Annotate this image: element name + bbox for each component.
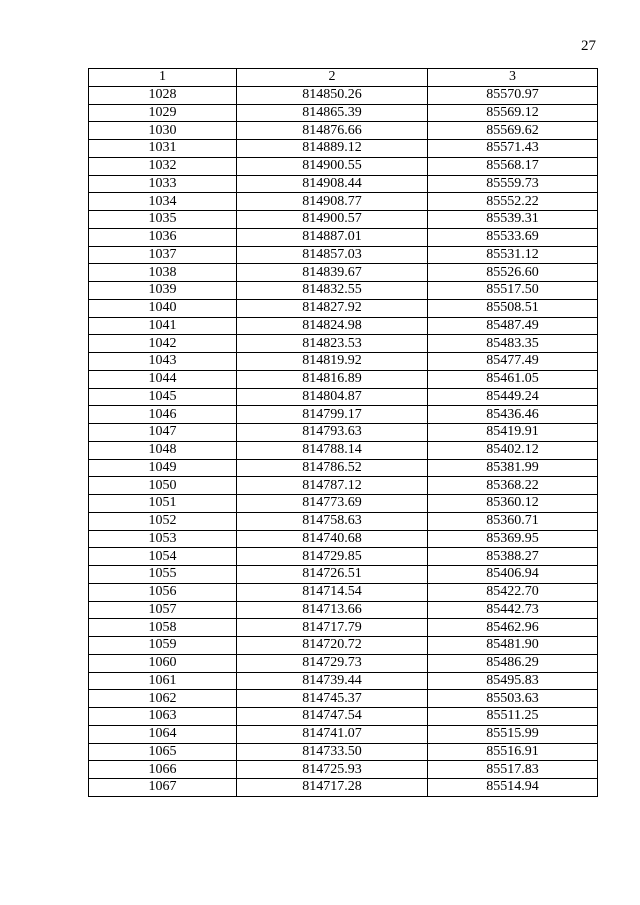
y-coordinate-cell: 85552.22	[428, 193, 598, 211]
point-number-cell: 1032	[89, 157, 237, 175]
y-coordinate-cell: 85360.12	[428, 495, 598, 513]
x-coordinate-cell: 814819.92	[237, 353, 428, 371]
y-coordinate-cell: 85442.73	[428, 601, 598, 619]
y-coordinate-cell: 85531.12	[428, 246, 598, 264]
y-coordinate-cell: 85406.94	[428, 566, 598, 584]
x-coordinate-cell: 814788.14	[237, 441, 428, 459]
x-coordinate-cell: 814900.57	[237, 211, 428, 229]
page-number: 27	[581, 38, 596, 54]
table-row	[89, 424, 598, 442]
y-coordinate-cell: 85517.50	[428, 282, 598, 300]
point-number-cell: 1036	[89, 228, 237, 246]
table-row	[89, 282, 598, 300]
table-row	[89, 299, 598, 317]
x-coordinate-cell: 814729.73	[237, 654, 428, 672]
x-coordinate-cell: 814804.87	[237, 388, 428, 406]
point-number-cell: 1041	[89, 317, 237, 335]
x-coordinate-cell: 814745.37	[237, 690, 428, 708]
point-number-cell: 1067	[89, 779, 237, 797]
table-row	[89, 317, 598, 335]
table-row	[89, 690, 598, 708]
x-coordinate-cell: 814839.67	[237, 264, 428, 282]
table-row	[89, 370, 598, 388]
y-coordinate-cell: 85571.43	[428, 140, 598, 158]
point-number-cell: 1030	[89, 122, 237, 140]
x-coordinate-cell: 814717.28	[237, 779, 428, 797]
table-row	[89, 406, 598, 424]
x-coordinate-cell: 814823.53	[237, 335, 428, 353]
x-coordinate-cell: 814908.44	[237, 175, 428, 193]
table-row	[89, 761, 598, 779]
table-row	[89, 725, 598, 743]
y-coordinate-cell: 85495.83	[428, 672, 598, 690]
table-row	[89, 743, 598, 761]
point-number-cell: 1037	[89, 246, 237, 264]
point-number-cell: 1049	[89, 459, 237, 477]
point-number-cell: 1035	[89, 211, 237, 229]
table-row	[89, 264, 598, 282]
x-coordinate-cell: 814725.93	[237, 761, 428, 779]
point-number-cell: 1038	[89, 264, 237, 282]
table-row	[89, 583, 598, 601]
point-number-cell: 1029	[89, 104, 237, 122]
point-number-cell: 1059	[89, 637, 237, 655]
point-number-cell: 1064	[89, 725, 237, 743]
header-row	[89, 69, 598, 87]
y-coordinate-cell: 85517.83	[428, 761, 598, 779]
y-coordinate-cell: 85462.96	[428, 619, 598, 637]
y-coordinate-cell: 85569.62	[428, 122, 598, 140]
x-coordinate-cell: 814733.50	[237, 743, 428, 761]
x-coordinate-cell: 814889.12	[237, 140, 428, 158]
x-coordinate-cell: 814786.52	[237, 459, 428, 477]
y-coordinate-cell: 85487.49	[428, 317, 598, 335]
column-header-3: 3	[428, 69, 598, 87]
table-row	[89, 353, 598, 371]
x-coordinate-cell: 814799.17	[237, 406, 428, 424]
x-coordinate-cell: 814787.12	[237, 477, 428, 495]
point-number-cell: 1034	[89, 193, 237, 211]
y-coordinate-cell: 85570.97	[428, 86, 598, 104]
x-coordinate-cell: 814816.89	[237, 370, 428, 388]
table-row	[89, 619, 598, 637]
y-coordinate-cell: 85516.91	[428, 743, 598, 761]
y-coordinate-cell: 85449.24	[428, 388, 598, 406]
x-coordinate-cell: 814773.69	[237, 495, 428, 513]
y-coordinate-cell: 85436.46	[428, 406, 598, 424]
x-coordinate-cell: 814713.66	[237, 601, 428, 619]
x-coordinate-cell: 814850.26	[237, 86, 428, 104]
point-number-cell: 1031	[89, 140, 237, 158]
y-coordinate-cell: 85402.12	[428, 441, 598, 459]
table-row	[89, 122, 598, 140]
x-coordinate-cell: 814865.39	[237, 104, 428, 122]
point-number-cell: 1066	[89, 761, 237, 779]
x-coordinate-cell: 814857.03	[237, 246, 428, 264]
column-header-1: 1	[89, 69, 237, 87]
y-coordinate-cell: 85422.70	[428, 583, 598, 601]
y-coordinate-cell: 85511.25	[428, 708, 598, 726]
table-row	[89, 672, 598, 690]
table-row	[89, 548, 598, 566]
table-row	[89, 246, 598, 264]
point-number-cell: 1060	[89, 654, 237, 672]
y-coordinate-cell: 85539.31	[428, 211, 598, 229]
table-row	[89, 495, 598, 513]
table-row	[89, 228, 598, 246]
y-coordinate-cell: 85360.71	[428, 512, 598, 530]
point-number-cell: 1050	[89, 477, 237, 495]
y-coordinate-cell: 85419.91	[428, 424, 598, 442]
point-number-cell: 1042	[89, 335, 237, 353]
y-coordinate-cell: 85526.60	[428, 264, 598, 282]
table-row	[89, 193, 598, 211]
point-number-cell: 1065	[89, 743, 237, 761]
y-coordinate-cell: 85503.63	[428, 690, 598, 708]
x-coordinate-cell: 814729.85	[237, 548, 428, 566]
table-row	[89, 601, 598, 619]
table-row	[89, 779, 598, 797]
x-coordinate-cell: 814824.98	[237, 317, 428, 335]
y-coordinate-cell: 85381.99	[428, 459, 598, 477]
table-header	[89, 69, 598, 87]
y-coordinate-cell: 85514.94	[428, 779, 598, 797]
y-coordinate-cell: 85508.51	[428, 299, 598, 317]
table-row	[89, 566, 598, 584]
point-number-cell: 1045	[89, 388, 237, 406]
y-coordinate-cell: 85481.90	[428, 637, 598, 655]
point-number-cell: 1053	[89, 530, 237, 548]
y-coordinate-cell: 85569.12	[428, 104, 598, 122]
y-coordinate-cell: 85461.05	[428, 370, 598, 388]
table-row	[89, 104, 598, 122]
table-row	[89, 654, 598, 672]
y-coordinate-cell: 85477.49	[428, 353, 598, 371]
point-number-cell: 1043	[89, 353, 237, 371]
point-number-cell: 1048	[89, 441, 237, 459]
x-coordinate-cell: 814827.92	[237, 299, 428, 317]
point-number-cell: 1054	[89, 548, 237, 566]
point-number-cell: 1039	[89, 282, 237, 300]
x-coordinate-cell: 814714.54	[237, 583, 428, 601]
x-coordinate-cell: 814900.55	[237, 157, 428, 175]
x-coordinate-cell: 814876.66	[237, 122, 428, 140]
x-coordinate-cell: 814720.72	[237, 637, 428, 655]
table-body	[89, 86, 598, 796]
table-row	[89, 477, 598, 495]
table-row	[89, 708, 598, 726]
x-coordinate-cell: 814740.68	[237, 530, 428, 548]
point-number-cell: 1062	[89, 690, 237, 708]
y-coordinate-cell: 85515.99	[428, 725, 598, 743]
table-row	[89, 459, 598, 477]
point-number-cell: 1044	[89, 370, 237, 388]
x-coordinate-cell: 814739.44	[237, 672, 428, 690]
coordinates-table	[88, 68, 598, 797]
x-coordinate-cell: 814747.54	[237, 708, 428, 726]
point-number-cell: 1055	[89, 566, 237, 584]
x-coordinate-cell: 814887.01	[237, 228, 428, 246]
y-coordinate-cell: 85568.17	[428, 157, 598, 175]
table-row	[89, 637, 598, 655]
table-row	[89, 175, 598, 193]
table-row	[89, 388, 598, 406]
point-number-cell: 1063	[89, 708, 237, 726]
point-number-cell: 1052	[89, 512, 237, 530]
y-coordinate-cell: 85369.95	[428, 530, 598, 548]
table-row	[89, 335, 598, 353]
point-number-cell: 1051	[89, 495, 237, 513]
y-coordinate-cell: 85486.29	[428, 654, 598, 672]
x-coordinate-cell: 814726.51	[237, 566, 428, 584]
x-coordinate-cell: 814741.07	[237, 725, 428, 743]
point-number-cell: 1061	[89, 672, 237, 690]
column-header-2: 2	[237, 69, 428, 87]
point-number-cell: 1056	[89, 583, 237, 601]
y-coordinate-cell: 85533.69	[428, 228, 598, 246]
table-row	[89, 441, 598, 459]
y-coordinate-cell: 85368.22	[428, 477, 598, 495]
point-number-cell: 1057	[89, 601, 237, 619]
point-number-cell: 1028	[89, 86, 237, 104]
x-coordinate-cell: 814908.77	[237, 193, 428, 211]
table-row	[89, 140, 598, 158]
table-row	[89, 157, 598, 175]
table-row	[89, 211, 598, 229]
x-coordinate-cell: 814758.63	[237, 512, 428, 530]
point-number-cell: 1046	[89, 406, 237, 424]
table-row	[89, 86, 598, 104]
y-coordinate-cell: 85483.35	[428, 335, 598, 353]
x-coordinate-cell: 814832.55	[237, 282, 428, 300]
point-number-cell: 1058	[89, 619, 237, 637]
table-row	[89, 512, 598, 530]
point-number-cell: 1040	[89, 299, 237, 317]
table-row	[89, 530, 598, 548]
point-number-cell: 1033	[89, 175, 237, 193]
x-coordinate-cell: 814793.63	[237, 424, 428, 442]
x-coordinate-cell: 814717.79	[237, 619, 428, 637]
y-coordinate-cell: 85559.73	[428, 175, 598, 193]
y-coordinate-cell: 85388.27	[428, 548, 598, 566]
point-number-cell: 1047	[89, 424, 237, 442]
